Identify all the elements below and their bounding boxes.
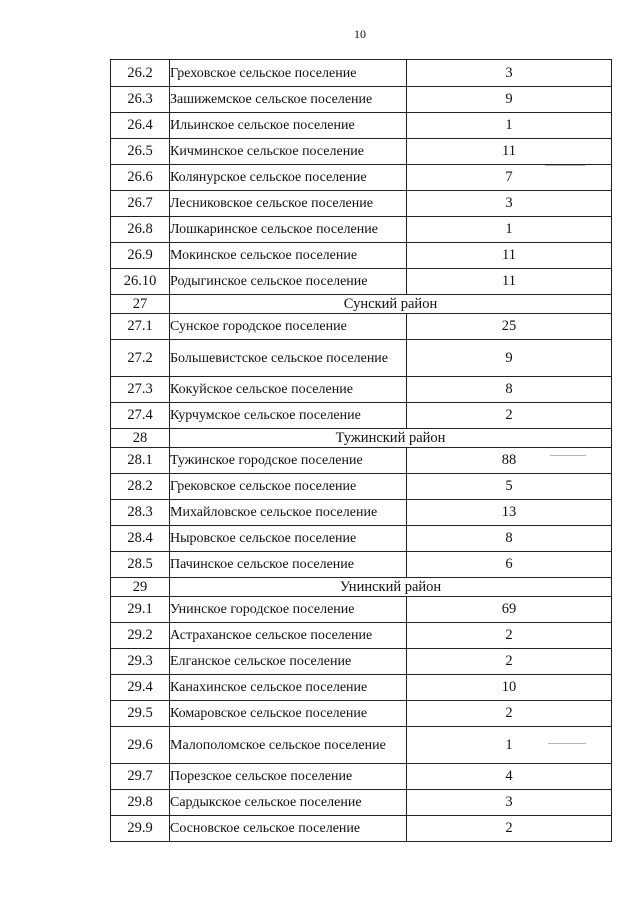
settlement-number: 28.3 xyxy=(111,500,170,526)
settlement-name: Большевистское сельское поселение xyxy=(170,340,407,377)
settlement-count: 11 xyxy=(407,269,612,295)
settlement-name: Сардыкское сельское поселение xyxy=(170,790,407,816)
settlement-number: 26.7 xyxy=(111,191,170,217)
settlement-name: Греховское сельское поселение xyxy=(170,60,407,87)
settlement-name: Родыгинское сельское поселение xyxy=(170,269,407,295)
settlement-count: 2 xyxy=(407,403,612,429)
settlement-row xyxy=(111,816,612,842)
settlement-number: 29.4 xyxy=(111,675,170,701)
settlement-number: 26.5 xyxy=(111,139,170,165)
settlement-name: Елганское сельское поселение xyxy=(170,649,407,675)
settlement-name: Лошкаринское сельское поселение xyxy=(170,217,407,243)
settlement-name: Унинское городское поселение xyxy=(170,597,407,623)
settlement-row xyxy=(111,448,612,474)
scan-mark xyxy=(550,455,586,456)
settlement-number: 29.7 xyxy=(111,764,170,790)
settlement-name: Канахинское сельское поселение xyxy=(170,675,407,701)
settlement-row xyxy=(111,139,612,165)
settlement-row xyxy=(111,217,612,243)
settlement-row xyxy=(111,649,612,675)
settlement-number: 26.10 xyxy=(111,269,170,295)
settlement-name: Порезское сельское поселение xyxy=(170,764,407,790)
settlement-name: Михайловское сельское поселение xyxy=(170,500,407,526)
settlement-number: 26.3 xyxy=(111,87,170,113)
settlement-name: Кокуйское сельское поселение xyxy=(170,377,407,403)
settlement-number: 29.8 xyxy=(111,790,170,816)
settlement-count: 6 xyxy=(407,552,612,578)
settlement-row xyxy=(111,60,612,87)
settlement-row xyxy=(111,474,612,500)
settlement-count: 11 xyxy=(407,243,612,269)
settlement-count: 3 xyxy=(407,790,612,816)
settlement-row xyxy=(111,165,612,191)
settlement-name: Кичминское сельское поселение xyxy=(170,139,407,165)
settlement-row xyxy=(111,269,612,295)
settlement-name: Лесниковское сельское поселение xyxy=(170,191,407,217)
settlement-number: 29.3 xyxy=(111,649,170,675)
settlement-row xyxy=(111,701,612,727)
settlement-row xyxy=(111,87,612,113)
settlement-count: 5 xyxy=(407,474,612,500)
settlement-number: 27.2 xyxy=(111,340,170,377)
settlement-count: 3 xyxy=(407,191,612,217)
settlement-row xyxy=(111,790,612,816)
settlement-name: Колянурское сельское поселение xyxy=(170,165,407,191)
settlement-row xyxy=(111,675,612,701)
settlement-count: 7 xyxy=(407,165,612,191)
settlement-number: 27.3 xyxy=(111,377,170,403)
settlement-count: 25 xyxy=(407,314,612,340)
settlement-count: 1 xyxy=(407,727,612,764)
settlement-name: Мокинское сельское поселение xyxy=(170,243,407,269)
settlement-row xyxy=(111,727,612,764)
district-row xyxy=(111,295,612,314)
settlement-number: 27.1 xyxy=(111,314,170,340)
settlement-name: Ныровское сельское поселение xyxy=(170,526,407,552)
settlement-count: 1 xyxy=(407,217,612,243)
settlement-count: 13 xyxy=(407,500,612,526)
settlement-name: Малополомское сельское поселение xyxy=(170,727,407,764)
settlement-row xyxy=(111,623,612,649)
settlement-number: 28.5 xyxy=(111,552,170,578)
settlement-number: 28.2 xyxy=(111,474,170,500)
settlement-count: 2 xyxy=(407,649,612,675)
district-number: 27 xyxy=(111,295,170,314)
settlement-number: 26.6 xyxy=(111,165,170,191)
settlement-name: Курчумское сельское поселение xyxy=(170,403,407,429)
settlement-name: Сосновское сельское поселение xyxy=(170,816,407,842)
district-number: 28 xyxy=(111,429,170,448)
settlement-number: 26.2 xyxy=(111,60,170,87)
settlement-name: Пачинское сельское поселение xyxy=(170,552,407,578)
settlements-table xyxy=(110,59,612,842)
district-name: Тужинский район xyxy=(170,429,612,448)
district-row xyxy=(111,578,612,597)
settlement-count: 10 xyxy=(407,675,612,701)
settlement-count: 69 xyxy=(407,597,612,623)
settlement-name: Грековское сельское поселение xyxy=(170,474,407,500)
settlement-count: 2 xyxy=(407,701,612,727)
district-number: 29 xyxy=(111,578,170,597)
settlement-name: Тужинское городское поселение xyxy=(170,448,407,474)
settlement-row xyxy=(111,377,612,403)
settlement-count: 1 xyxy=(407,113,612,139)
settlement-count: 2 xyxy=(407,623,612,649)
settlement-number: 26.4 xyxy=(111,113,170,139)
settlement-number: 27.4 xyxy=(111,403,170,429)
settlement-row xyxy=(111,403,612,429)
settlement-row xyxy=(111,597,612,623)
settlement-row xyxy=(111,243,612,269)
settlement-number: 26.8 xyxy=(111,217,170,243)
settlement-number: 26.9 xyxy=(111,243,170,269)
settlement-count: 88 xyxy=(407,448,612,474)
settlement-row xyxy=(111,552,612,578)
settlement-number: 29.6 xyxy=(111,727,170,764)
settlement-number: 28.1 xyxy=(111,448,170,474)
scan-mark xyxy=(545,165,585,166)
settlement-number: 29.9 xyxy=(111,816,170,842)
settlement-count: 11 xyxy=(407,139,612,165)
settlement-count: 8 xyxy=(407,377,612,403)
district-name: Сунский район xyxy=(170,295,612,314)
settlement-name: Сунское городское поселение xyxy=(170,314,407,340)
settlement-row xyxy=(111,314,612,340)
settlement-count: 8 xyxy=(407,526,612,552)
table-body xyxy=(111,60,612,842)
settlement-number: 29.5 xyxy=(111,701,170,727)
settlement-row xyxy=(111,340,612,377)
district-row xyxy=(111,429,612,448)
district-name: Унинский район xyxy=(170,578,612,597)
settlement-name: Комаровское сельское поселение xyxy=(170,701,407,727)
settlement-name: Ильинское сельское поселение xyxy=(170,113,407,139)
settlement-row xyxy=(111,113,612,139)
settlement-count: 2 xyxy=(407,816,612,842)
settlement-count: 4 xyxy=(407,764,612,790)
settlement-count: 9 xyxy=(407,340,612,377)
settlement-count: 9 xyxy=(407,87,612,113)
settlement-row xyxy=(111,191,612,217)
settlement-count: 3 xyxy=(407,60,612,87)
settlement-name: Астраханское сельское поселение xyxy=(170,623,407,649)
settlement-row xyxy=(111,526,612,552)
settlement-name: Зашижемское сельское поселение xyxy=(170,87,407,113)
settlement-number: 28.4 xyxy=(111,526,170,552)
settlement-row xyxy=(111,764,612,790)
settlement-number: 29.2 xyxy=(111,623,170,649)
page-number: 10 xyxy=(354,27,366,41)
settlement-row xyxy=(111,500,612,526)
scan-mark xyxy=(548,743,586,744)
settlement-number: 29.1 xyxy=(111,597,170,623)
